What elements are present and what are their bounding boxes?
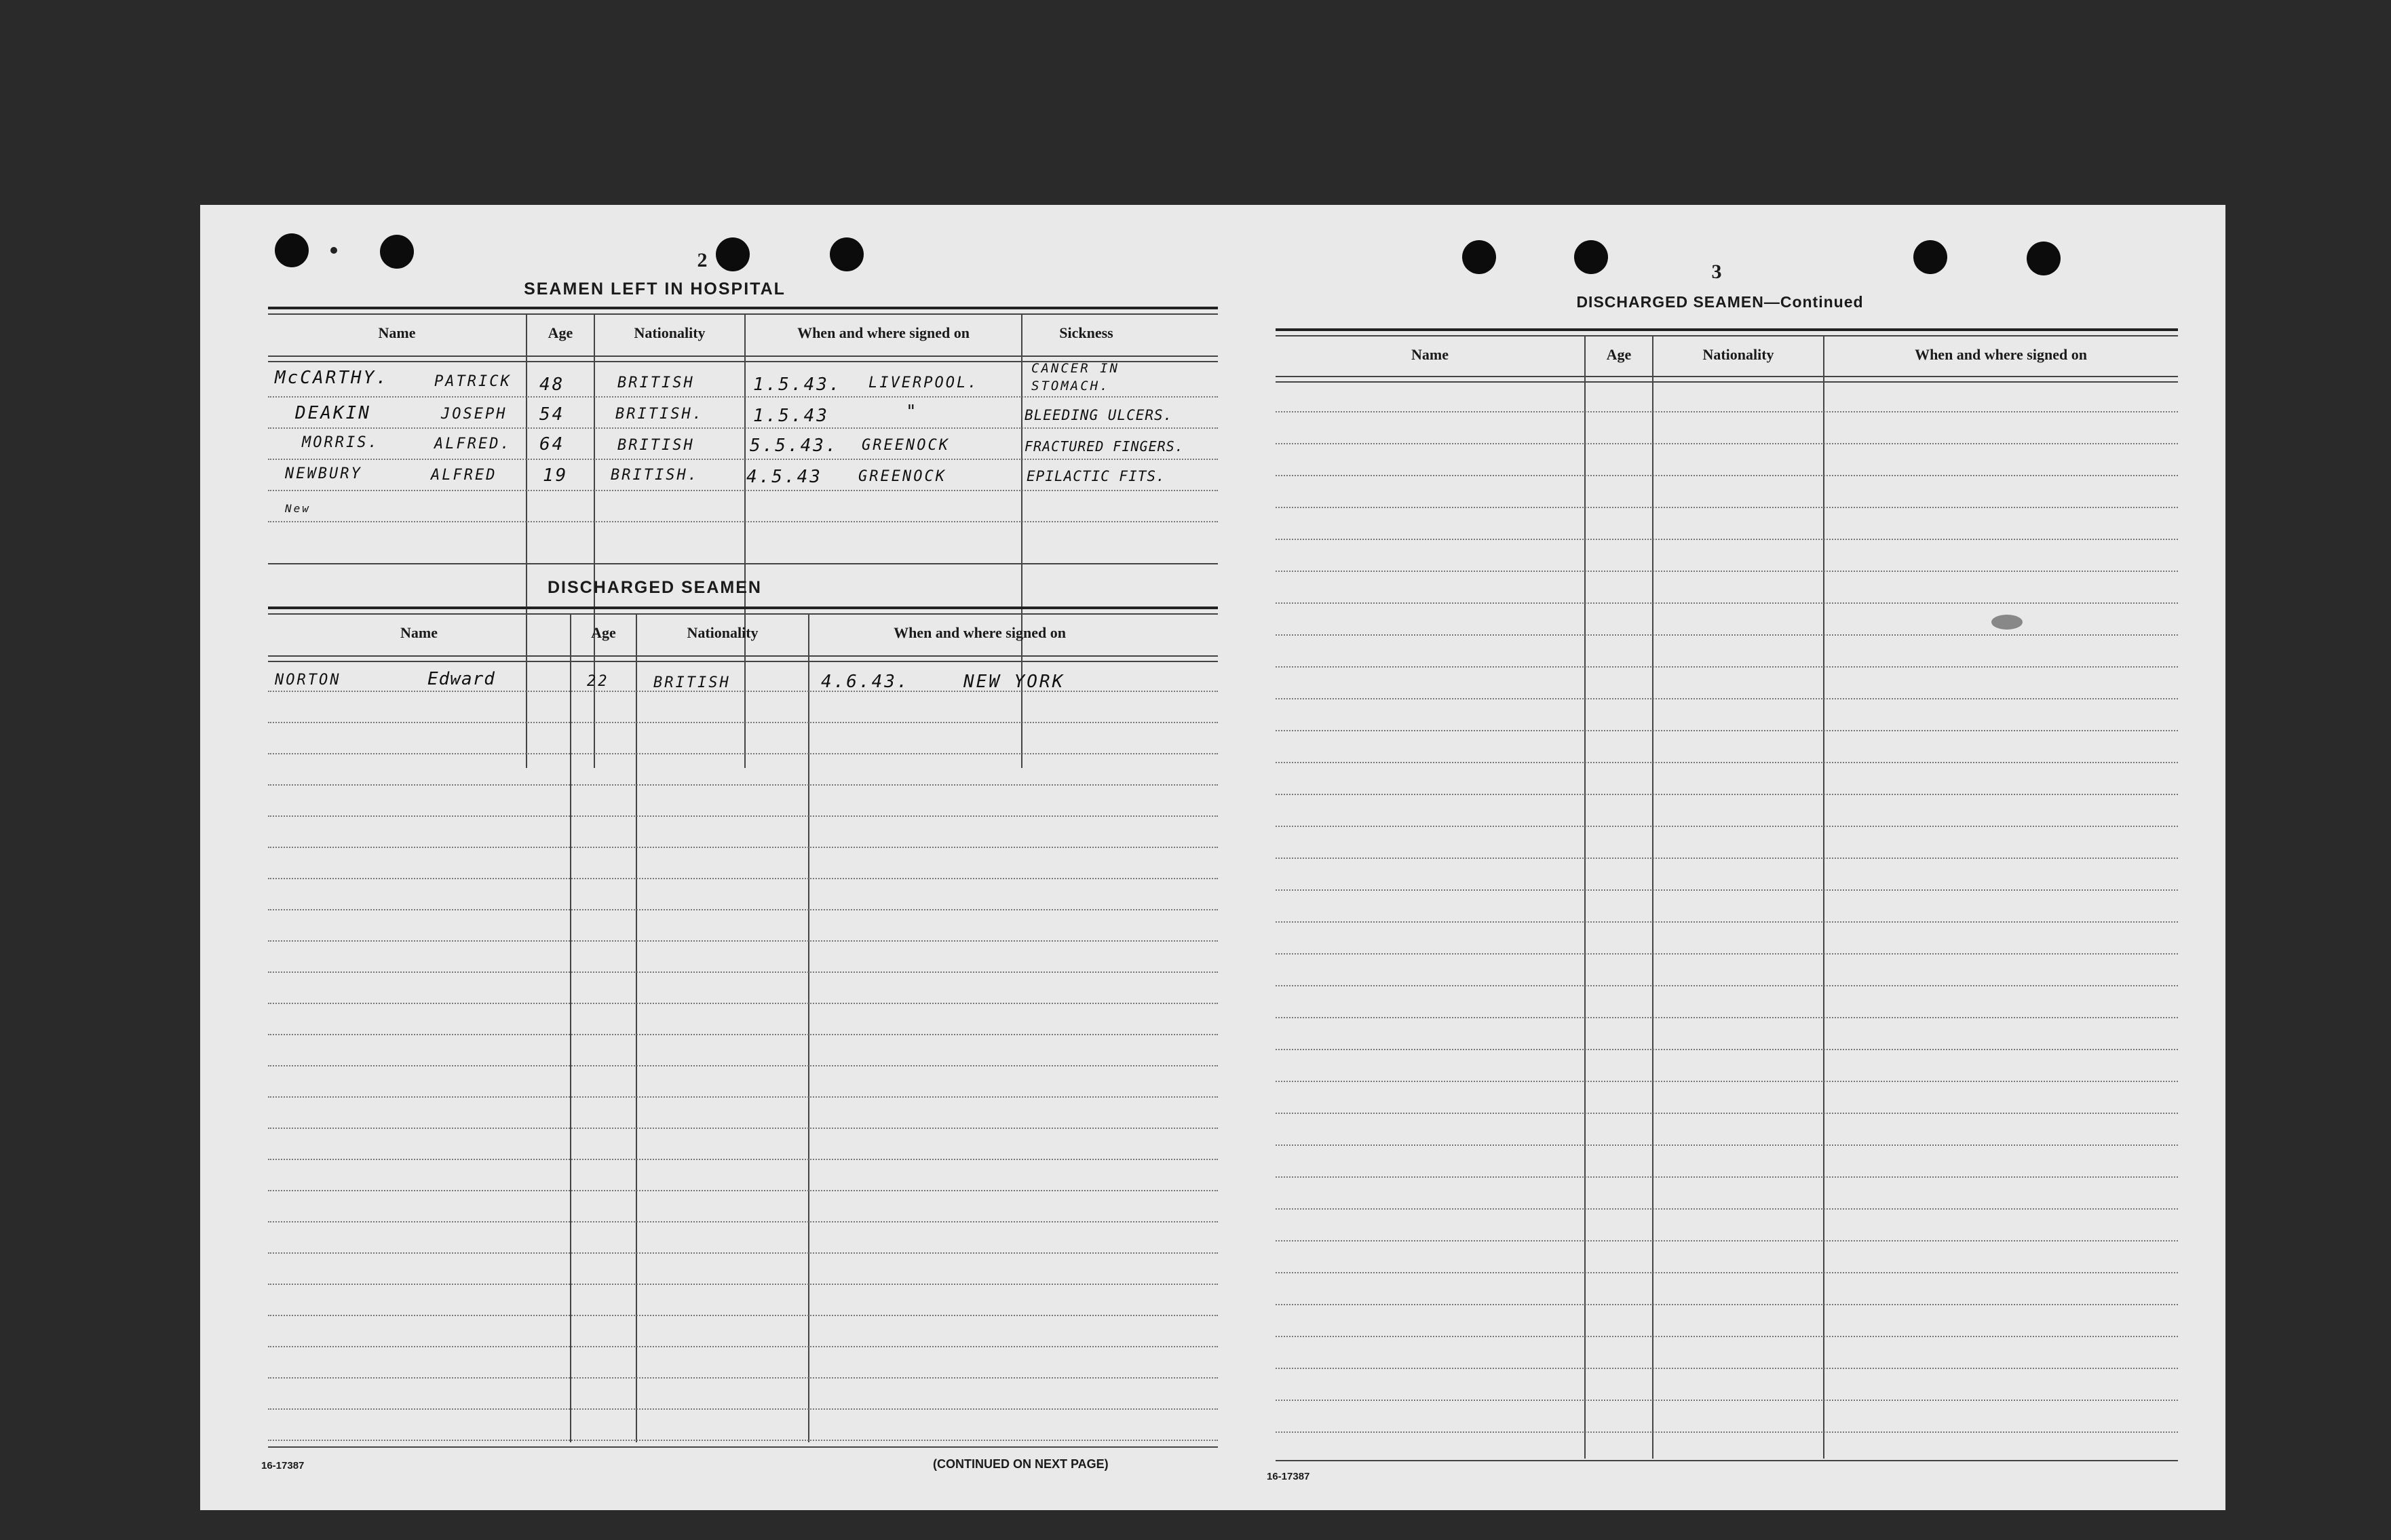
stray-mark: New: [285, 502, 311, 515]
column-divider: [526, 313, 527, 768]
cell-age: 54: [539, 404, 565, 425]
cell-surname: McCARTHY.: [275, 368, 389, 388]
table-top-rule: [1276, 335, 2178, 336]
table-bottom-rule: [1276, 1460, 2178, 1461]
column-divider: [594, 313, 595, 768]
cell-given: ALFRED: [431, 467, 497, 484]
row-line: [268, 1003, 1218, 1004]
row-line: [1276, 1272, 2178, 1273]
row-line: [268, 1252, 1218, 1254]
row-line: [268, 722, 1218, 723]
cell-date: 1.5.43: [753, 406, 829, 426]
row-line: [1276, 666, 2178, 668]
column-header-nationality: Nationality: [687, 624, 759, 641]
row-line: [268, 847, 1218, 848]
hospital-heading: SEAMEN LEFT IN HOSPITAL: [524, 280, 786, 299]
column-header-signed-on: When and where signed on: [894, 624, 1066, 641]
row-line: [1276, 1400, 2178, 1401]
row-line: [1276, 1368, 2178, 1369]
right-page: [1259, 205, 2225, 1510]
row-line: [268, 521, 1218, 522]
row-line: [1276, 921, 2178, 923]
column-header-nationality: Nationality: [1702, 346, 1774, 363]
cell-place: GREENOCK: [858, 468, 946, 485]
cell-surname: DEAKIN: [295, 403, 371, 423]
row-line: [1276, 411, 2178, 412]
column-header-signed-on: When and where signed on: [797, 324, 970, 341]
row-line: [1276, 1208, 2178, 1210]
column-divider: [1584, 335, 1586, 1459]
row-line: [268, 427, 1218, 429]
row-line: [268, 1065, 1218, 1066]
cell-surname: NEWBURY: [285, 465, 362, 482]
row-line: [268, 1377, 1218, 1379]
discharged-heading: DISCHARGED SEAMEN: [548, 578, 762, 597]
row-line: [268, 784, 1218, 786]
cell-nationality: BRITISH.: [611, 467, 699, 484]
row-line: [268, 691, 1218, 692]
row-line: [1276, 1017, 2178, 1018]
row-line: [1276, 1176, 2178, 1178]
row-line: [1276, 1081, 2178, 1082]
column-header-age: Age: [1606, 346, 1632, 363]
header-rule: [1276, 376, 2178, 377]
cell-given: ALFRED.: [434, 436, 512, 453]
column-divider: [636, 613, 637, 1442]
cell-sickness-line2: STOMACH.: [1031, 379, 1110, 393]
column-divider: [1021, 313, 1022, 768]
cell-date: 5.5.43.: [750, 436, 839, 456]
column-header-age: Age: [591, 624, 616, 641]
row-line: [1276, 507, 2178, 508]
row-line: [1276, 730, 2178, 731]
row-line: [268, 940, 1218, 942]
cell-nationality: BRITISH: [653, 674, 731, 691]
cell-place: ": [906, 402, 919, 422]
column-header-age: Age: [548, 324, 573, 341]
table-top-rule: [268, 307, 1218, 309]
cell-given: JOSEPH: [441, 406, 508, 423]
row-line: [1276, 1113, 2178, 1114]
header-rule: [268, 661, 1218, 662]
row-line: [1276, 571, 2178, 572]
row-line: [1276, 1336, 2178, 1337]
column-header-name: Name: [378, 324, 416, 341]
column-divider: [1823, 335, 1824, 1459]
cell-sickness: BLEEDING ULCERS.: [1025, 407, 1173, 423]
cell-given: PATRICK: [434, 373, 512, 390]
row-line: [268, 815, 1218, 817]
table-row: [275, 368, 389, 388]
row-line: [1276, 953, 2178, 955]
row-line: [268, 1315, 1218, 1316]
row-line: [1276, 985, 2178, 986]
cell-age: 64: [539, 434, 565, 455]
row-line: [1276, 1049, 2178, 1050]
row-line: [268, 1408, 1218, 1410]
page-heading: DISCHARGED SEAMEN—Continued: [1576, 293, 1864, 311]
column-header-name: Name: [1411, 346, 1449, 363]
left-page: [200, 205, 1218, 1510]
cell-date: 4.5.43: [746, 467, 822, 487]
cell-place: NEW YORK: [963, 672, 1065, 692]
cell-sickness: CANCER IN: [1031, 361, 1120, 376]
cell-surname: NORTON: [275, 672, 341, 689]
table-top-rule: [268, 613, 1218, 615]
table-bottom-rule: [268, 563, 1218, 564]
cell-date: 4.6.43.: [821, 672, 910, 692]
cell-given: Edward: [427, 669, 495, 689]
cell-sickness: FRACTURED FINGERS.: [1025, 438, 1184, 455]
row-line: [268, 1096, 1218, 1098]
table-top-rule: [268, 607, 1218, 609]
document-paper: [200, 205, 2225, 1510]
row-line: [268, 1159, 1218, 1160]
header-rule: [268, 355, 1218, 357]
column-header-name: Name: [400, 624, 438, 641]
row-line: [1276, 698, 2178, 699]
column-divider: [570, 613, 571, 1442]
row-line: [1276, 539, 2178, 540]
row-line: [1276, 475, 2178, 476]
table-top-rule: [268, 313, 1218, 315]
header-rule: [1276, 381, 2178, 383]
column-divider: [744, 313, 746, 768]
row-line: [268, 971, 1218, 973]
row-line: [1276, 1144, 2178, 1146]
row-line: [1276, 1240, 2178, 1241]
column-header-signed-on: When and where signed on: [1915, 346, 2087, 363]
row-line: [268, 396, 1218, 398]
form-number: 16-17387: [1267, 1471, 1310, 1482]
column-header-nationality: Nationality: [634, 324, 706, 341]
cell-surname: MORRIS.: [302, 434, 379, 451]
row-line: [268, 1440, 1218, 1441]
cell-age: 19: [543, 465, 569, 486]
cell-place: LIVERPOOL.: [868, 374, 979, 391]
row-line: [1276, 1304, 2178, 1305]
row-line: [268, 1221, 1218, 1223]
column-header-sickness: Sickness: [1059, 324, 1113, 341]
cell-age: 48: [539, 374, 565, 395]
row-line: [1276, 634, 2178, 636]
cell-age: 22: [587, 673, 609, 690]
row-line: [268, 1346, 1218, 1347]
form-number: 16-17387: [261, 1460, 305, 1471]
page-number: 2: [697, 249, 708, 271]
continued-note: (CONTINUED ON NEXT PAGE): [933, 1457, 1109, 1471]
cell-nationality: BRITISH: [617, 437, 695, 454]
table-bottom-rule: [268, 1446, 1218, 1448]
row-line: [1276, 1431, 2178, 1433]
row-line: [268, 878, 1218, 879]
row-line: [1276, 858, 2178, 859]
row-line: [268, 490, 1218, 491]
table-top-rule: [1276, 328, 2178, 331]
header-rule: [268, 655, 1218, 657]
row-line: [1276, 602, 2178, 604]
row-line: [268, 909, 1218, 910]
row-line: [268, 459, 1218, 460]
cell-date: 1.5.43.: [753, 374, 842, 395]
cell-nationality: BRITISH.: [615, 406, 704, 423]
row-line: [1276, 889, 2178, 891]
row-line: [1276, 826, 2178, 827]
cell-place: GREENOCK: [862, 437, 950, 454]
row-line: [1276, 443, 2178, 444]
row-line: [268, 1128, 1218, 1129]
row-line: [1276, 762, 2178, 763]
row-line: [1276, 794, 2178, 795]
cell-sickness: EPILACTIC FITS.: [1027, 468, 1166, 484]
column-divider: [1652, 335, 1653, 1459]
column-divider: [808, 613, 809, 1442]
row-line: [268, 1284, 1218, 1285]
row-line: [268, 1034, 1218, 1035]
row-line: [268, 1190, 1218, 1191]
cell-nationality: BRITISH: [617, 374, 695, 391]
page-number: 3: [1711, 261, 1722, 283]
row-line: [268, 753, 1218, 754]
